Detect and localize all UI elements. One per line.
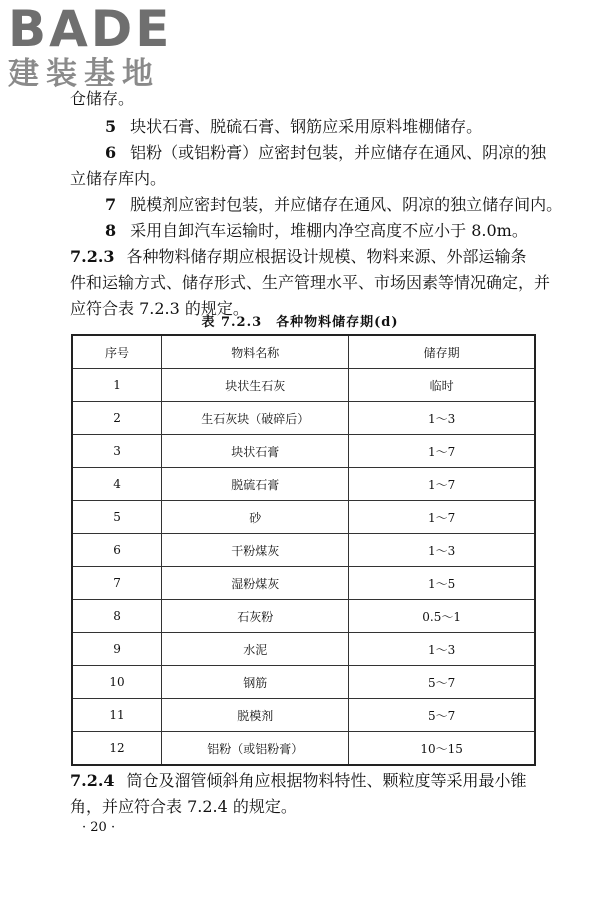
cell-index: 12 <box>72 732 162 766</box>
clause-text: 块状石膏、脱硫石膏、钢筋应采用原料堆棚储存。 <box>130 117 483 136</box>
cell-material: 砂 <box>162 501 349 534</box>
cell-material: 石灰粉 <box>162 600 349 633</box>
cell-index: 11 <box>72 699 162 732</box>
cell-index: 7 <box>72 567 162 600</box>
section-number: 7.2.3 <box>70 247 115 266</box>
header-material: 物料名称 <box>162 335 349 369</box>
table-row <box>72 732 535 766</box>
cell-index: 2 <box>72 402 162 435</box>
cell-period: 1～3 <box>349 402 535 435</box>
table-caption: 表 7.2.3 各种物料储存期(d) <box>201 315 399 330</box>
clause-item-6-cont: 立储存库内。 <box>70 169 167 188</box>
cell-index: 9 <box>72 633 162 666</box>
table-row <box>72 666 535 699</box>
cell-material: 块状石膏 <box>162 435 349 468</box>
cell-material: 湿粉煤灰 <box>162 567 349 600</box>
cell-period: 1～7 <box>349 468 535 501</box>
table-header-row <box>72 335 535 369</box>
clause-number: 6 <box>105 143 117 162</box>
cell-period: 1～3 <box>349 633 535 666</box>
clause-number: 5 <box>105 117 117 136</box>
cell-material: 生石灰块（破碎后） <box>162 402 349 435</box>
header-storage-period: 储存期 <box>349 335 535 369</box>
clause-item-7 <box>105 194 562 216</box>
cell-period: 10～15 <box>349 732 535 766</box>
cell-index: 4 <box>72 468 162 501</box>
section-7-2-3-line3: 应符合表 7.2.3 的规定。 <box>70 299 249 318</box>
bade-logo <box>8 0 173 92</box>
page-number: · 20 · <box>82 820 116 835</box>
clause-item-8 <box>105 220 528 242</box>
clause-text: 铝粉（或铝粉膏）应密封包装，并应储存在通风、阴凉的独 <box>130 143 547 162</box>
cell-material: 水泥 <box>162 633 349 666</box>
cell-material: 脱模剂 <box>162 699 349 732</box>
clause-text: 脱模剂应密封包装，并应储存在通风、阴凉的独立储存间内。 <box>130 195 563 214</box>
cell-period: 1～7 <box>349 435 535 468</box>
section-text: 各种物料储存期应根据设计规模、物料来源、外部运输条 <box>126 247 527 266</box>
paragraph-fragment: 仓储存。 <box>70 89 135 108</box>
clause-number: 8 <box>105 221 117 240</box>
table-row <box>72 600 535 633</box>
cell-material: 块状生石灰 <box>162 369 349 402</box>
cell-period: 5～7 <box>349 666 535 699</box>
cell-material: 铝粉（或铝粉膏） <box>162 732 349 766</box>
cell-period: 0.5～1 <box>349 600 535 633</box>
cell-material: 钢筋 <box>162 666 349 699</box>
table-row <box>72 402 535 435</box>
cell-index: 1 <box>72 369 162 402</box>
cell-index: 5 <box>72 501 162 534</box>
cell-index: 10 <box>72 666 162 699</box>
header-index: 序号 <box>72 335 162 369</box>
cell-period: 1～7 <box>349 501 535 534</box>
table-row <box>72 633 535 666</box>
section-7-2-4 <box>70 770 527 792</box>
table-row <box>72 468 535 501</box>
section-7-2-3-line2: 件和运输方式、储存形式、生产管理水平、市场因素等情况确定，并 <box>70 273 551 292</box>
section-7-2-3 <box>70 246 527 268</box>
cell-period: 1～3 <box>349 534 535 567</box>
table-row <box>72 567 535 600</box>
clause-text: 采用自卸汽车运输时，堆棚内净空高度不应小于 8.0m。 <box>130 221 528 240</box>
cell-material: 干粉煤灰 <box>162 534 349 567</box>
table-row <box>72 501 535 534</box>
section-7-2-4-line2: 角，并应符合表 7.2.4 的规定。 <box>70 797 297 816</box>
logo-brand-text: BADE <box>8 0 173 58</box>
clause-number: 7 <box>105 195 117 214</box>
cell-index: 3 <box>72 435 162 468</box>
cell-period: 临时 <box>349 369 535 402</box>
cell-index: 8 <box>72 600 162 633</box>
cell-material: 脱硫石膏 <box>162 468 349 501</box>
cell-period: 1～5 <box>349 567 535 600</box>
section-number: 7.2.4 <box>70 771 115 790</box>
storage-period-table <box>71 334 536 766</box>
logo-chinese-text: 建装基地 <box>8 56 160 92</box>
section-text: 筒仓及溜管倾斜角应根据物料特性、颗粒度等采用最小锥 <box>126 771 527 790</box>
cell-period: 5～7 <box>349 699 535 732</box>
cell-index: 6 <box>72 534 162 567</box>
table-row <box>72 369 535 402</box>
table-row <box>72 534 535 567</box>
clause-item-6 <box>105 142 546 164</box>
clause-item-5 <box>105 116 482 138</box>
table-row <box>72 435 535 468</box>
table-row <box>72 699 535 732</box>
